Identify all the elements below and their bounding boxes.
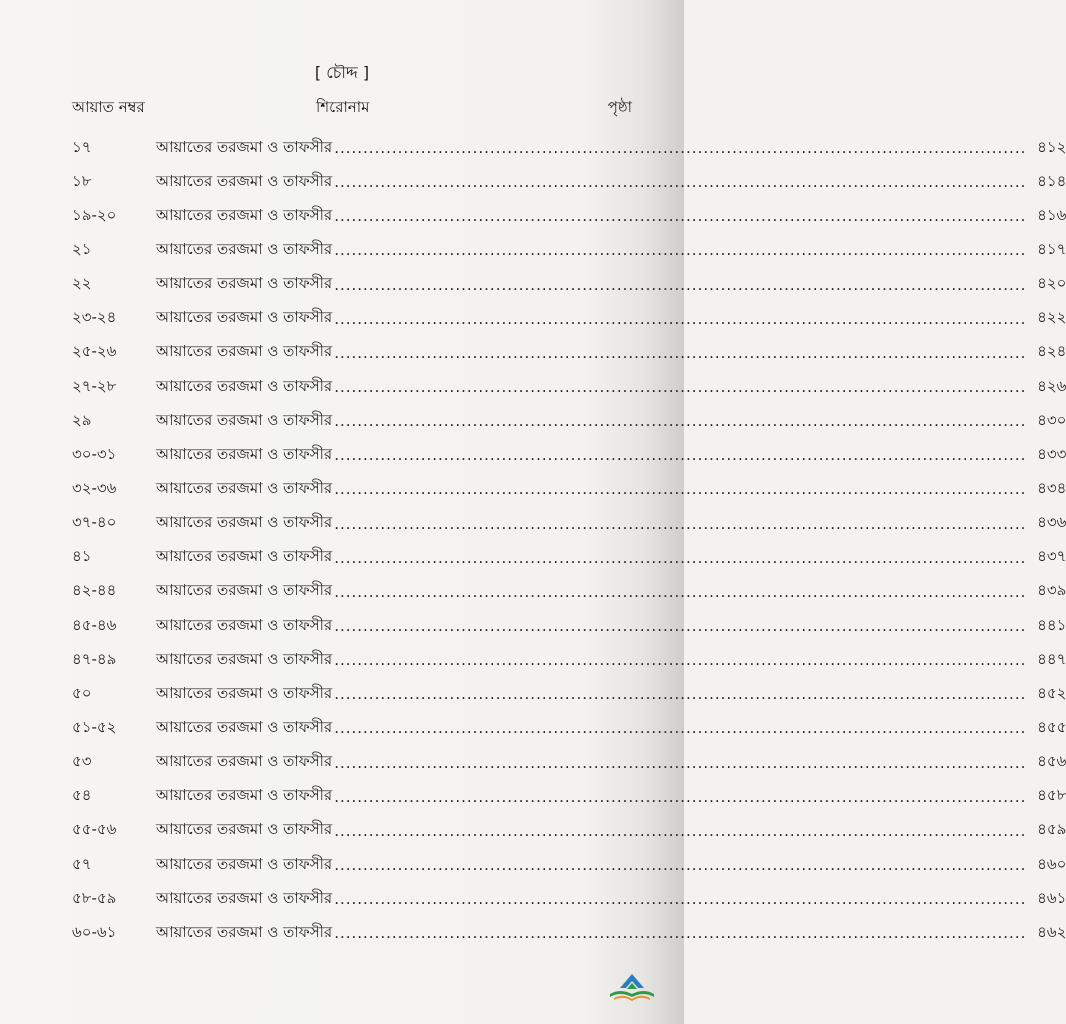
toc-row: [72, 233, 1066, 267]
page-number: ৪৬২: [1037, 922, 1066, 941]
entry-title: আয়াতের তরজমা ও তাফসীর: [156, 342, 333, 361]
toc-row: [72, 268, 1066, 302]
page-number: ৪৫৫: [1037, 717, 1066, 736]
page-number: ৪১৬: [1037, 205, 1066, 224]
ayat-number: ১৭: [72, 137, 92, 156]
entry-title: আয়াতের তরজমা ও তাফসীর: [156, 820, 333, 839]
dot-leader: ........................................................................................................................: [334, 856, 1027, 875]
dot-leader: ........................................................................................................................: [334, 207, 1027, 226]
entry-title: আয়াতের তরজমা ও তাফসীর: [156, 854, 333, 873]
page-number: ৪৫৯: [1037, 820, 1066, 839]
entry-title: আয়াতের তরজমা ও তাফসীর: [156, 171, 333, 190]
toc-row: [72, 165, 1066, 199]
entry-title: আয়াতের তরজমা ও তাফসীর: [156, 547, 333, 566]
toc-row: [72, 882, 1066, 916]
page-number: ৪৫২: [1037, 683, 1066, 702]
ayat-number: ৩০-৩১: [72, 444, 117, 463]
publisher-logo-icon: [606, 972, 658, 1002]
dot-leader: ........................................................................................................................: [334, 139, 1027, 158]
ayat-number: ৪১: [72, 547, 92, 566]
dot-leader: ........................................................................................................................: [334, 412, 1027, 431]
page-number: ৪১২: [1037, 137, 1066, 156]
page-number: ৪৩৬: [1037, 513, 1066, 532]
page-number: ৪১৭: [1037, 239, 1066, 258]
ayat-number: ৫৩: [72, 752, 92, 771]
ayat-number: ৫৪: [72, 786, 92, 805]
page-number: ৪২২: [1037, 308, 1066, 327]
ayat-number: ৫১-৫২: [72, 717, 117, 736]
ayat-number: ৫৫-৫৬: [72, 820, 117, 839]
page-number: ৪৪৭: [1037, 649, 1066, 668]
dot-leader: ........................................................................................................................: [334, 343, 1027, 362]
entry-title: আয়াতের তরজমা ও তাফসীর: [156, 205, 333, 224]
page-number-header: [ চৌদ্দ ]: [314, 63, 370, 82]
toc-row: [72, 575, 1066, 609]
entry-title: আয়াতের তরজমা ও তাফসীর: [156, 717, 333, 736]
table-of-contents: [72, 131, 1066, 950]
toc-row: [72, 404, 1066, 438]
ayat-number: ৬০-৬১: [72, 922, 117, 941]
ayat-number: ২২: [72, 274, 92, 293]
page-number: ৪৩৭: [1037, 547, 1066, 566]
dot-leader: ........................................................................................................................: [334, 275, 1027, 294]
dot-leader: ........................................................................................................................: [334, 480, 1027, 499]
ayat-number: ২৩-২৪: [72, 308, 117, 327]
toc-row: [72, 541, 1066, 575]
dot-leader: ........................................................................................................................: [334, 514, 1027, 533]
toc-row: [72, 916, 1066, 950]
ayat-number: ১৯-২০: [72, 205, 117, 224]
page-number: ৪১৪: [1037, 171, 1066, 190]
dot-leader: ........................................................................................................................: [334, 446, 1027, 465]
page-number: ৪৪১: [1037, 615, 1066, 634]
dot-leader: ........................................................................................................................: [334, 787, 1027, 806]
dot-leader: ........................................................................................................................: [334, 617, 1027, 636]
dot-leader: ........................................................................................................................: [334, 241, 1027, 260]
entry-title: আয়াতের তরজমা ও তাফসীর: [156, 649, 333, 668]
entry-title: আয়াতের তরজমা ও তাফসীর: [156, 274, 333, 293]
toc-row: [72, 302, 1066, 336]
entry-title: আয়াতের তরজমা ও তাফসীর: [156, 410, 333, 429]
dot-leader: ........................................................................................................................: [334, 651, 1027, 670]
entry-title: আয়াতের তরজমা ও তাফসীর: [156, 615, 333, 634]
entry-title: আয়াতের তরজমা ও তাফসীর: [156, 444, 333, 463]
ayat-number-heading: আয়াত নম্বর: [72, 98, 145, 116]
ayat-number: ২১: [72, 239, 92, 258]
toc-row: [72, 609, 1066, 643]
dot-leader: ........................................................................................................................: [334, 753, 1027, 772]
ayat-number: ৫০: [72, 683, 92, 702]
ayat-number: ৪২-৪৪: [72, 581, 117, 600]
page-number: ৪৩৪: [1037, 478, 1066, 497]
column-headers: [72, 96, 632, 118]
page-number: ৪৩৩: [1037, 444, 1066, 463]
toc-row: [72, 711, 1066, 745]
ayat-number: ৫৮-৫৯: [72, 888, 117, 907]
dot-leader: ........................................................................................................................: [334, 582, 1027, 601]
toc-row: [72, 814, 1066, 848]
ayat-number: ৪৫-৪৬: [72, 615, 117, 634]
toc-row: [72, 848, 1066, 882]
ayat-number: ২৯: [72, 410, 92, 429]
ayat-number: ৩৭-৪০: [72, 513, 117, 532]
ayat-number: ৩২-৩৬: [72, 478, 117, 497]
entry-title: আয়াতের তরজমা ও তাফসীর: [156, 308, 333, 327]
toc-row: [72, 131, 1066, 165]
entry-title: আয়াতের তরজমা ও তাফসীর: [156, 137, 333, 156]
page-heading: পৃষ্ঠা: [607, 98, 632, 116]
ayat-number: ৫৭: [72, 854, 92, 873]
ayat-number: ১৮: [72, 171, 92, 190]
ayat-number: ২৫-২৬: [72, 342, 117, 361]
page-number: ৪৬১: [1037, 888, 1066, 907]
page-number: ৪২৬: [1037, 376, 1066, 395]
toc-row: [72, 746, 1066, 780]
entry-title: আয়াতের তরজমা ও তাফসীর: [156, 786, 333, 805]
toc-row: [72, 677, 1066, 711]
page-number: ৪৩০: [1037, 410, 1066, 429]
dot-leader: ........................................................................................................................: [334, 309, 1027, 328]
page-number: ৪৬০: [1037, 854, 1066, 873]
ayat-number: ২৭-২৮: [72, 376, 117, 395]
dot-leader: ........................................................................................................................: [334, 924, 1027, 943]
ayat-number: ৪৭-৪৯: [72, 649, 117, 668]
entry-title: আয়াতের তরজমা ও তাফসীর: [156, 888, 333, 907]
page-number: ৪৫৮: [1037, 786, 1066, 805]
dot-leader: ........................................................................................................................: [334, 548, 1027, 567]
page-number: ৪৫৬: [1037, 752, 1066, 771]
title-heading: শিরোনাম: [316, 98, 370, 116]
page-number: ৪২০: [1037, 274, 1066, 293]
toc-row: [72, 370, 1066, 404]
entry-title: আয়াতের তরজমা ও তাফসীর: [156, 683, 333, 702]
toc-row: [72, 507, 1066, 541]
entry-title: আয়াতের তরজমা ও তাফসীর: [156, 513, 333, 532]
toc-row: [72, 780, 1066, 814]
entry-title: আয়াতের তরজমা ও তাফসীর: [156, 239, 333, 258]
toc-row: [72, 643, 1066, 677]
page-number: ৪৩৯: [1037, 581, 1066, 600]
dot-leader: ........................................................................................................................: [334, 719, 1027, 738]
dot-leader: ........................................................................................................................: [334, 685, 1027, 704]
dot-leader: ........................................................................................................................: [334, 378, 1027, 397]
dot-leader: ........................................................................................................................: [334, 821, 1027, 840]
toc-row: [72, 472, 1066, 506]
page-number: ৪২৪: [1037, 342, 1066, 361]
toc-row: [72, 438, 1066, 472]
toc-row: [72, 199, 1066, 233]
entry-title: আয়াতের তরজমা ও তাফসীর: [156, 478, 333, 497]
entry-title: আয়াতের তরজমা ও তাফসীর: [156, 376, 333, 395]
toc-row: [72, 336, 1066, 370]
entry-title: আয়াতের তরজমা ও তাফসীর: [156, 752, 333, 771]
entry-title: আয়াতের তরজমা ও তাফসীর: [156, 922, 333, 941]
dot-leader: ........................................................................................................................: [334, 173, 1027, 192]
entry-title: আয়াতের তরজমা ও তাফসীর: [156, 581, 333, 600]
dot-leader: ........................................................................................................................: [334, 890, 1027, 909]
